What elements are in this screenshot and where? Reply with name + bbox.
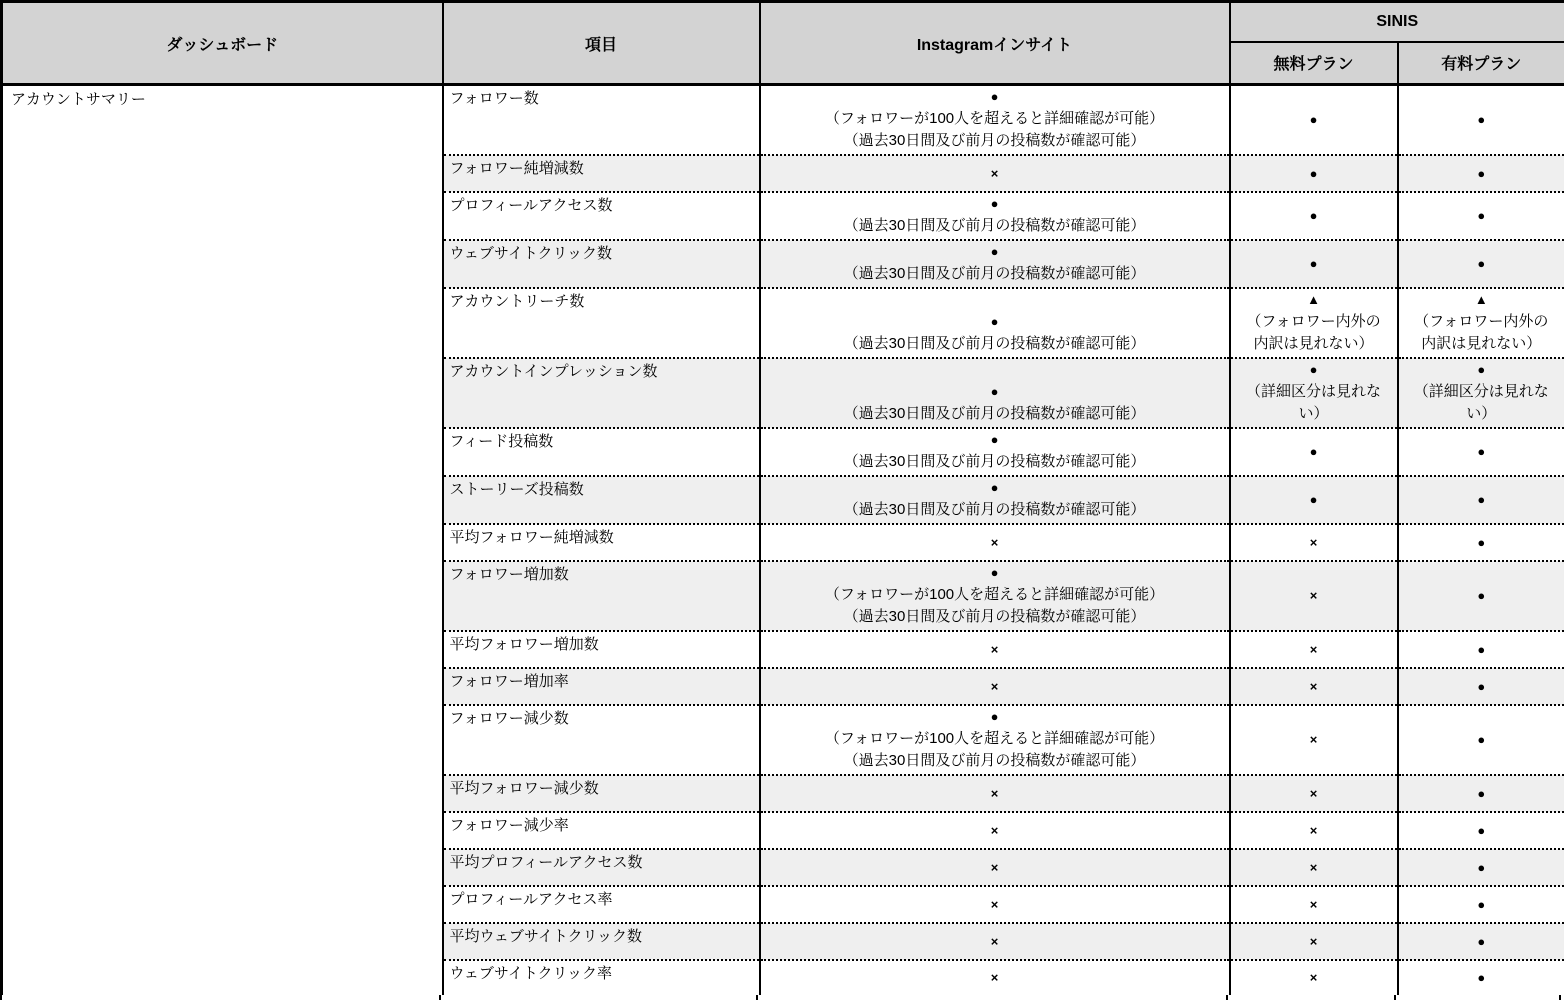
cross-symbol: × [990, 534, 999, 550]
free-plan-cell [1230, 561, 1398, 631]
filled-circle-symbol: ● [1309, 492, 1318, 507]
header-paid-plan: 有料プラン [1398, 42, 1564, 85]
availability-note: （過去30日間及び前月の投稿数が確認可能） [843, 217, 1146, 234]
cross-symbol: × [990, 970, 999, 986]
instagram-cell [760, 705, 1230, 775]
paid-plan-cell [1398, 923, 1564, 960]
cross-symbol: × [990, 165, 999, 181]
header-instagram-insight: Instagramインサイト [760, 2, 1230, 85]
filled-circle-symbol: ● [1477, 822, 1486, 838]
free-plan-cell [1230, 668, 1398, 705]
instagram-cell [760, 886, 1230, 923]
filled-circle-symbol: ● [1477, 165, 1486, 181]
grid-line [756, 995, 758, 1000]
paid-plan-cell [1398, 428, 1564, 476]
filled-circle-symbol: ● [1477, 933, 1486, 949]
cross-symbol: × [1309, 641, 1318, 657]
filled-circle-symbol: ● [1477, 970, 1486, 986]
filled-circle-symbol: ● [990, 196, 999, 211]
free-plan-cell [1230, 524, 1398, 561]
cross-symbol: × [990, 678, 999, 694]
instagram-cell [760, 668, 1230, 705]
filled-circle-symbol: ● [990, 432, 999, 447]
filled-circle-symbol: ● [1477, 444, 1486, 459]
grid-line [439, 995, 441, 1000]
grid-line [1226, 995, 1228, 1000]
paid-plan-cell [1398, 668, 1564, 705]
cross-symbol: × [1309, 678, 1318, 694]
availability-note: （過去30日間及び前月の投稿数が確認可能） [843, 752, 1146, 769]
instagram-cell [760, 631, 1230, 668]
filled-circle-symbol: ● [990, 244, 999, 259]
cross-symbol: × [1309, 822, 1318, 838]
free-plan-cell [1230, 886, 1398, 923]
cross-symbol: × [990, 641, 999, 657]
grid-line [0, 995, 2, 1000]
instagram-cell [760, 849, 1230, 886]
item-cell: ウェブサイトクリック数 [443, 240, 760, 288]
item-cell: アカウントリーチ数 [443, 288, 760, 358]
paid-plan-cell [1398, 240, 1564, 288]
free-plan-cell [1230, 155, 1398, 192]
instagram-cell [760, 923, 1230, 960]
filled-circle-symbol: ● [1477, 362, 1486, 377]
item-cell: 平均プロフィールアクセス数 [443, 849, 760, 886]
paid-plan-cell [1398, 358, 1564, 428]
free-plan-cell [1230, 960, 1398, 997]
grid-line [1394, 995, 1396, 1000]
availability-note: （過去30日間及び前月の投稿数が確認可能） [843, 335, 1146, 352]
paid-plan-cell [1398, 192, 1564, 240]
paid-plan-cell [1398, 288, 1564, 358]
item-cell: フォロワー減少率 [443, 812, 760, 849]
availability-note: （過去30日間及び前月の投稿数が確認可能） [843, 453, 1146, 470]
next-section-sliver [0, 995, 1564, 1000]
cross-symbol: × [1309, 970, 1318, 986]
triangle-symbol: ▲ [1307, 292, 1320, 307]
item-cell: フォロワー増加率 [443, 668, 760, 705]
cross-symbol: × [990, 933, 999, 949]
free-plan-cell [1230, 476, 1398, 524]
filled-circle-symbol: ● [1309, 112, 1318, 127]
filled-circle-symbol: ● [1477, 641, 1486, 657]
table-body [2, 85, 1564, 998]
free-plan-cell [1230, 849, 1398, 886]
availability-note: （フォロワーが100人を超えると詳細確認が可能） [824, 730, 1165, 747]
item-cell: 平均ウェブサイトクリック数 [443, 923, 760, 960]
paid-plan-cell [1398, 705, 1564, 775]
paid-plan-cell [1398, 631, 1564, 668]
filled-circle-symbol: ● [1477, 896, 1486, 912]
cross-symbol: × [1309, 896, 1318, 912]
cross-symbol: × [990, 859, 999, 875]
free-plan-cell [1230, 812, 1398, 849]
availability-note: （フォロワー内外の内訳は見れない） [1414, 313, 1549, 352]
instagram-cell [760, 812, 1230, 849]
paid-plan-cell [1398, 960, 1564, 997]
item-cell: フォロワー純増減数 [443, 155, 760, 192]
cross-symbol: × [990, 822, 999, 838]
filled-circle-symbol: ● [990, 384, 999, 399]
paid-plan-cell [1398, 476, 1564, 524]
item-cell: フィード投稿数 [443, 428, 760, 476]
item-cell: フォロワー数 [443, 85, 760, 156]
filled-circle-symbol: ● [1477, 208, 1486, 223]
instagram-cell [760, 561, 1230, 631]
availability-note: （過去30日間及び前月の投稿数が確認可能） [843, 265, 1146, 282]
filled-circle-symbol: ● [1309, 208, 1318, 223]
cross-symbol: × [990, 896, 999, 912]
paid-plan-cell [1398, 155, 1564, 192]
paid-plan-cell [1398, 886, 1564, 923]
instagram-cell [760, 524, 1230, 561]
item-cell: フォロワー減少数 [443, 705, 760, 775]
free-plan-cell [1230, 631, 1398, 668]
cross-symbol: × [1309, 534, 1318, 550]
instagram-cell [760, 358, 1230, 428]
instagram-cell [760, 155, 1230, 192]
instagram-cell [760, 775, 1230, 812]
item-cell: プロフィールアクセス数 [443, 192, 760, 240]
item-cell: 平均フォロワー減少数 [443, 775, 760, 812]
paid-plan-cell [1398, 812, 1564, 849]
filled-circle-symbol: ● [1309, 256, 1318, 271]
header-free-plan: 無料プラン [1230, 42, 1398, 85]
filled-circle-symbol: ● [990, 314, 999, 329]
cross-symbol: × [1309, 732, 1318, 747]
instagram-cell [760, 85, 1230, 156]
header-sinis: SINIS [1230, 2, 1564, 42]
filled-circle-symbol: ● [1477, 534, 1486, 550]
paid-plan-cell [1398, 849, 1564, 886]
filled-circle-symbol: ● [1309, 362, 1318, 377]
cross-symbol: × [1309, 933, 1318, 949]
header-item: 項目 [443, 2, 760, 85]
paid-plan-cell [1398, 85, 1564, 156]
filled-circle-symbol: ● [1309, 165, 1318, 181]
free-plan-cell [1230, 923, 1398, 960]
cross-symbol: × [1309, 785, 1318, 801]
filled-circle-symbol: ● [990, 89, 999, 104]
header-row-top [2, 2, 1564, 42]
availability-note: （過去30日間及び前月の投稿数が確認可能） [843, 501, 1146, 518]
availability-note: （フォロワーが100人を超えると詳細確認が可能） [824, 110, 1165, 127]
free-plan-cell [1230, 358, 1398, 428]
filled-circle-symbol: ● [1477, 492, 1486, 507]
item-cell: ストーリーズ投稿数 [443, 476, 760, 524]
filled-circle-symbol: ● [1477, 859, 1486, 875]
filled-circle-symbol: ● [990, 709, 999, 724]
item-cell: アカウントインプレッション数 [443, 358, 760, 428]
item-cell: プロフィールアクセス率 [443, 886, 760, 923]
availability-note: （詳細区分は見れない） [1245, 383, 1381, 422]
paid-plan-cell [1398, 775, 1564, 812]
dashboard-group-cell: アカウントサマリー [2, 85, 443, 998]
grid-line [1559, 995, 1561, 1000]
instagram-cell [760, 240, 1230, 288]
item-cell: フォロワー増加数 [443, 561, 760, 631]
filled-circle-symbol: ● [990, 480, 999, 495]
free-plan-cell [1230, 240, 1398, 288]
filled-circle-symbol: ● [1477, 256, 1486, 271]
triangle-symbol: ▲ [1474, 292, 1488, 307]
filled-circle-symbol: ● [1309, 444, 1318, 459]
item-cell: ウェブサイトクリック率 [443, 960, 760, 997]
paid-plan-cell [1398, 524, 1564, 561]
instagram-cell [760, 428, 1230, 476]
availability-note: （詳細区分は見れない） [1413, 383, 1549, 422]
filled-circle-symbol: ● [1477, 112, 1486, 127]
availability-note: （過去30日間及び前月の投稿数が確認可能） [843, 608, 1146, 625]
cross-symbol: × [1309, 859, 1318, 875]
free-plan-cell [1230, 428, 1398, 476]
availability-note: （過去30日間及び前月の投稿数が確認可能） [843, 405, 1146, 422]
filled-circle-symbol: ● [990, 565, 999, 580]
instagram-cell [760, 288, 1230, 358]
instagram-cell [760, 960, 1230, 997]
free-plan-cell [1230, 288, 1398, 358]
instagram-cell [760, 476, 1230, 524]
cross-symbol: × [990, 785, 999, 801]
table-row [2, 85, 1564, 156]
cross-symbol: × [1309, 588, 1318, 603]
free-plan-cell [1230, 85, 1398, 156]
availability-note: （フォロワー内外の内訳は見れない） [1246, 313, 1381, 352]
free-plan-cell [1230, 705, 1398, 775]
filled-circle-symbol: ● [1477, 732, 1486, 747]
availability-note: （フォロワーが100人を超えると詳細確認が可能） [824, 586, 1165, 603]
item-cell: 平均フォロワー純増減数 [443, 524, 760, 561]
paid-plan-cell [1398, 561, 1564, 631]
instagram-cell [760, 192, 1230, 240]
filled-circle-symbol: ● [1477, 678, 1486, 694]
filled-circle-symbol: ● [1477, 588, 1486, 603]
free-plan-cell [1230, 192, 1398, 240]
filled-circle-symbol: ● [1477, 785, 1486, 801]
item-cell: 平均フォロワー増加数 [443, 631, 760, 668]
free-plan-cell [1230, 775, 1398, 812]
header-dashboard: ダッシュボード [2, 2, 443, 85]
availability-note: （過去30日間及び前月の投稿数が確認可能） [843, 132, 1146, 149]
